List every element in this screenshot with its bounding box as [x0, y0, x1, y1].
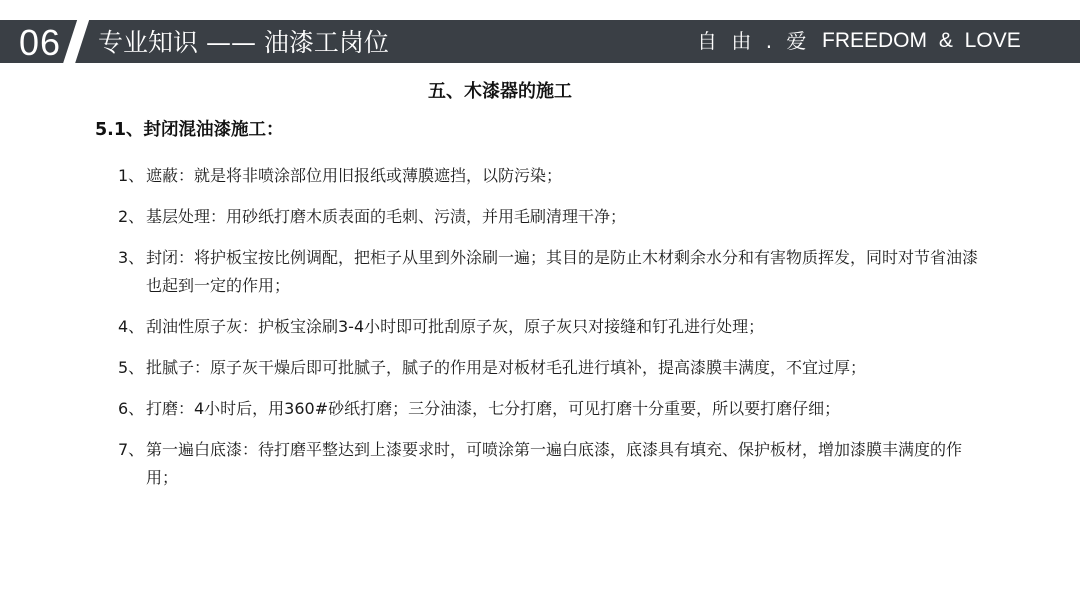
section-number: 06	[19, 22, 62, 63]
step-item	[118, 313, 988, 341]
step-number: 2、	[118, 207, 145, 226]
step-item	[118, 436, 988, 492]
step-item	[118, 395, 988, 423]
step-item	[118, 244, 988, 300]
step-item	[118, 203, 988, 231]
step-text: 遮蔽：就是将非喷涂部位用旧报纸或薄膜遮挡，以防污染；	[146, 166, 563, 185]
section-heading: 五、木漆器的施工	[428, 81, 572, 102]
slide-title: 专业知识 —— 油漆工岗位	[98, 28, 389, 57]
step-number: 3、	[118, 248, 145, 267]
step-number: 1、	[118, 166, 145, 185]
step-list	[118, 162, 988, 505]
step-text: 刮油性原子灰：护板宝涂刷3-4小时即可批刮原子灰，原子灰只对接缝和钉孔进行处理；	[146, 317, 765, 336]
step-number: 6、	[118, 399, 145, 418]
step-number: 5、	[118, 358, 145, 377]
step-number: 4、	[118, 317, 145, 336]
subsection-heading: 5.1、封闭混油漆施工：	[95, 120, 284, 140]
step-item	[118, 162, 988, 190]
motto-english: FREEDOM & LOVE	[822, 29, 1021, 52]
step-text: 批腻子：原子灰干燥后即可批腻子，腻子的作用是对板材毛孔进行填补，提高漆膜丰满度，不宜过厚；	[146, 358, 867, 377]
step-number: 7、	[118, 440, 145, 459]
step-item	[118, 354, 988, 382]
step-text: 基层处理：用砂纸打磨木质表面的毛刺、污渍，并用毛刷清理干净；	[146, 207, 627, 226]
motto-chinese: 自 由 . 爱	[697, 29, 811, 53]
step-text: 打磨：4小时后，用360#砂纸打磨；三分油漆，七分打磨，可见打磨十分重要，所以要打磨仔细；	[146, 399, 841, 418]
step-text: 封闭：将护板宝按比例调配，把柜子从里到外涂刷一遍；其目的是防止木材剩余水分和有害物质挥发，同时对节省油漆也起到一定的作用；	[146, 248, 979, 295]
step-text: 第一遍白底漆：待打磨平整达到上漆要求时，可喷涂第一遍白底漆，底漆具有填充、保护板材，增加漆膜丰满度的作用；	[146, 440, 963, 487]
